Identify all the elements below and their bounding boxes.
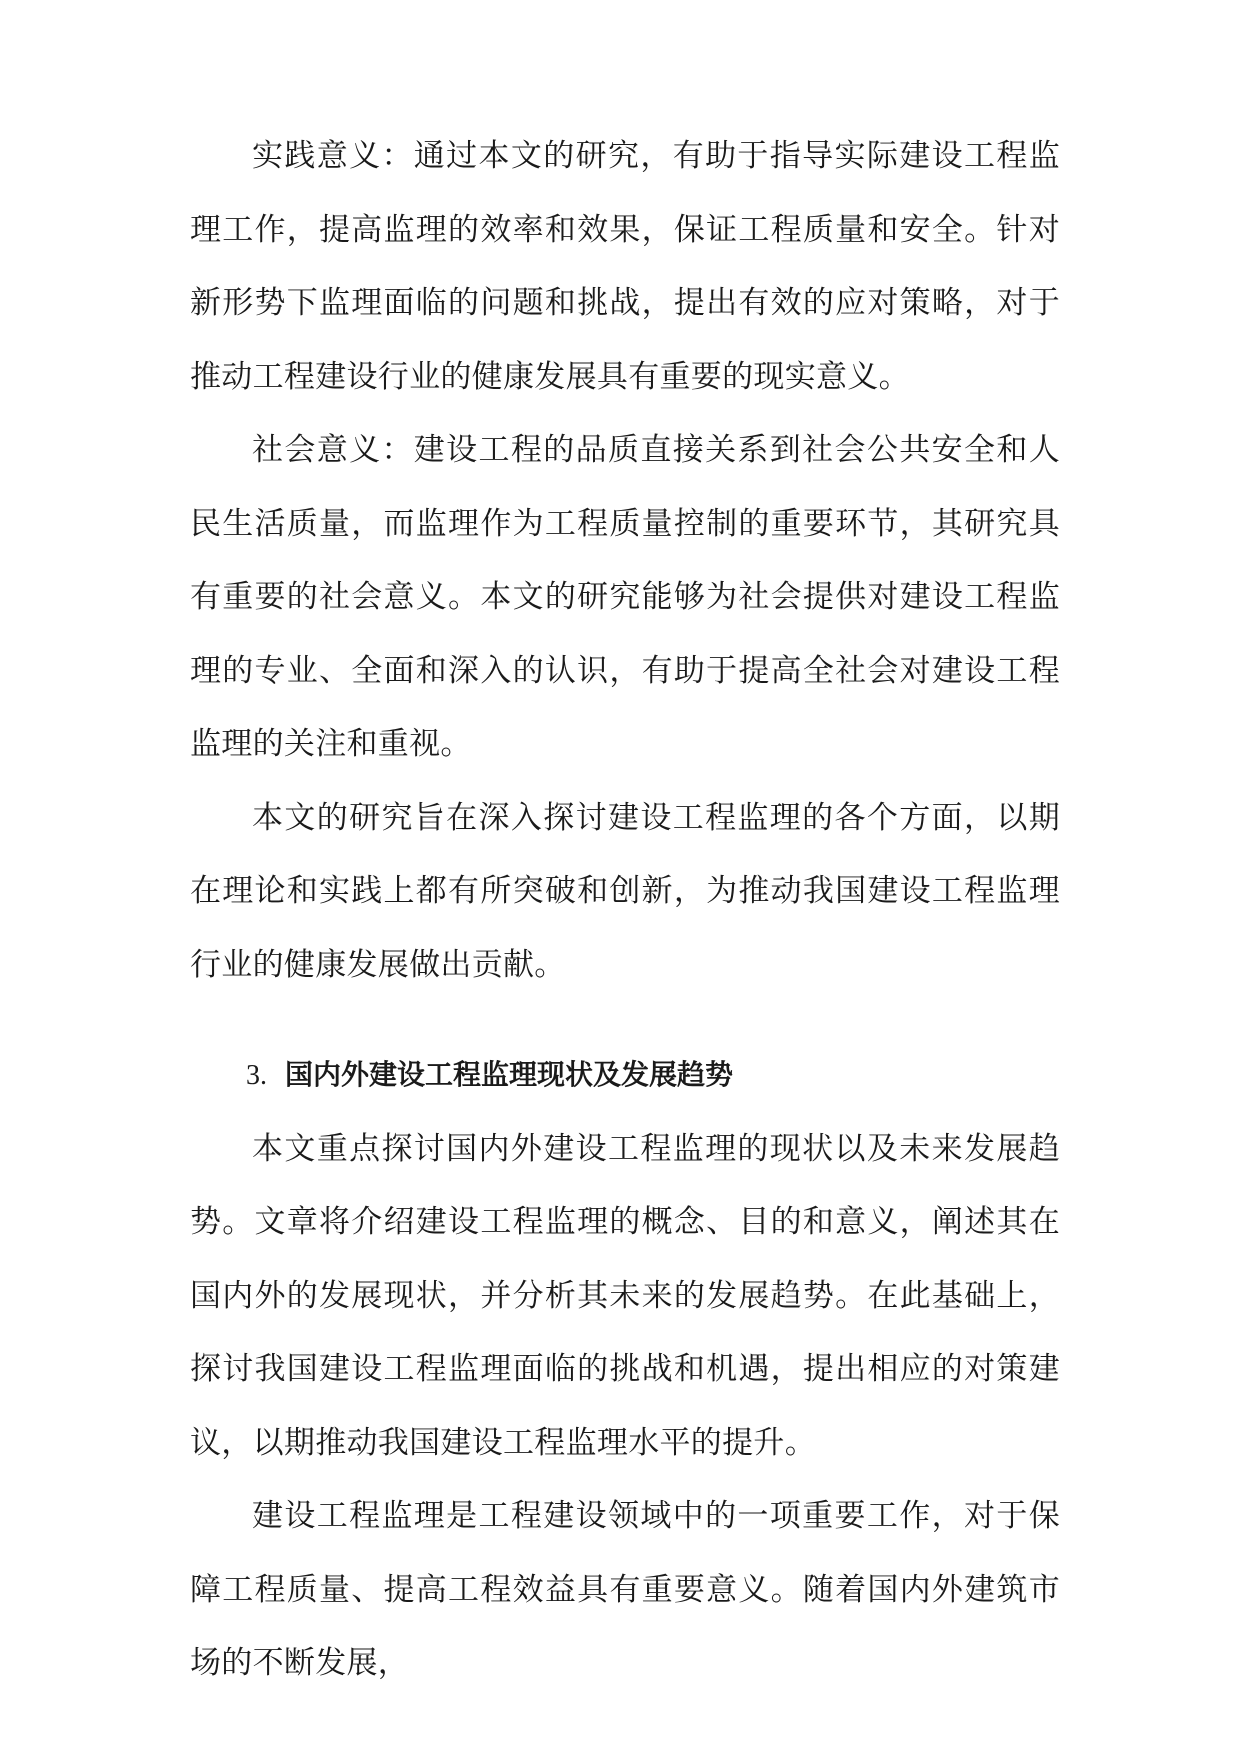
section-title: 国内外建设工程监理现状及发展趋势: [285, 1058, 734, 1091]
document-page: [190, 120, 1060, 1701]
section-number: 3.: [246, 1060, 267, 1091]
paragraph-practical-significance: 实践意义：通过本文的研究，有助于指导实际建设工程监理工作，提高监理的效率和效果，保证工程质量和安全。针对新形势下监理面临的问题和挑战，提出有效的应对策略，对于推动工程建设行业的健康发展具有重要的现实意义。: [190, 138, 1060, 395]
paragraph-social-significance: 社会意义：建设工程的品质直接关系到社会公共安全和人民生活质量，而监理作为工程质量控制的重要环节，其研究具有重要的社会意义。本文的研究能够为社会提供对建设工程监理的专业、全面和深入的认识，有助于提高全社会对建设工程监理的关注和重视。: [190, 432, 1060, 762]
section-heading: [190, 1038, 1060, 1113]
paragraph-supervision-importance: 建设工程监理是工程建设领域中的一项重要工作，对于保障工程质量、提高工程效益具有重要意义。随着国内外建筑市场的不断发展，: [190, 1498, 1060, 1681]
paragraph-section-intro: 本文重点探讨国内外建设工程监理的现状以及未来发展趋势。文章将介绍建设工程监理的概念、目的和意义，阐述其在国内外的发展现状，并分析其未来的发展趋势。在此基础上，探讨我国建设工程监理面临的挑战和机遇，提出相应的对策建议，以期推动我国建设工程监理水平的提升。: [190, 1130, 1060, 1461]
paragraph-research-aim: 本文的研究旨在深入探讨建设工程监理的各个方面，以期在理论和实践上都有所突破和创新，为推动我国建设工程监理行业的健康发展做出贡献。: [190, 799, 1060, 983]
